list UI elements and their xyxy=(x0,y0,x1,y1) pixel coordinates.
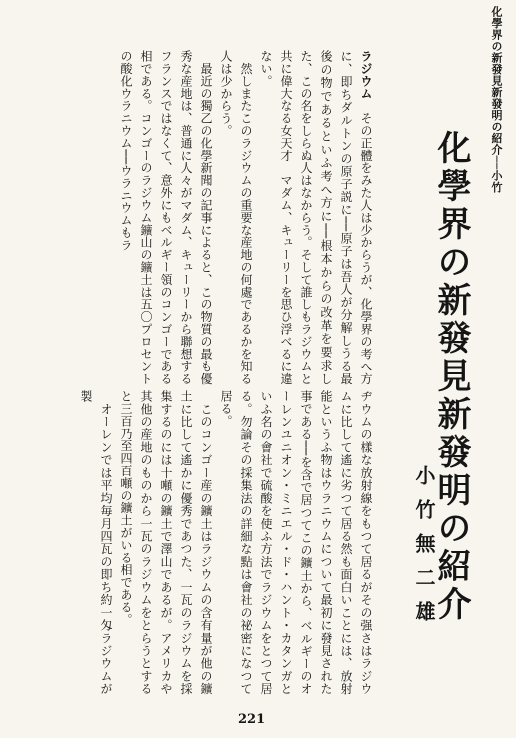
article-title: 化學界の新發見新發明の紹介 xyxy=(431,130,471,624)
author-name: 小竹無二雄 xyxy=(412,465,436,635)
page-number: 221 xyxy=(238,712,266,727)
paragraph: 最近の獨乙の化學新聞の記事によると、この物質の最も優秀な産地は、普通に人々がマダム、キューリーから聯想するフランスではなくて、意外にもベルギー領のコンゴーである相である。コンゴーのラジウム鑛山の鑛土は五〇プロセントの酸化ウラニウム──ウラニウムもラ xyxy=(119,50,213,385)
paragraph: このコンゴー産の鑛土はラジウムの含有量が他の鑛土に比して遙かに優秀であつた、一瓦のラジウムを採集するのには十噸の鑛土で澤山であるが。アメリカや其他の産地のものから一瓦のラジウムをとらうとすると三百乃至四百噸の鑛土がいる相である。 xyxy=(119,390,213,695)
keyword-radium: ラジウム xyxy=(359,50,373,100)
paragraph: オーレンでは平均毎月四瓦の即ち約一匁ラジウムが製 xyxy=(79,390,113,695)
body-text-lower xyxy=(46,390,376,695)
body-text-upper xyxy=(46,50,376,385)
paragraph: ヂウムの樣な放射線をもつて居るがその强さはラジウムに比して遙に劣つて居る然も面白いことには、放射能というふ物はウラニウムについて最初に發見された事である──を含で居つてこの鑛土から、ベルギーのオーレンユニオン・ミニエル・ド・ハント・カタンガといふ名の會社で硫酸を使ふ方法でラジウムをとつて居る。勿論その採集法の詳細な點は會社の祕密になつて居る。 xyxy=(219,390,373,695)
running-header: 化學界の新發見新發明の紹介──小竹 xyxy=(490,6,503,193)
paragraph: 然しまたこのラジウムの重要な産地の何處であるかを知る人は少からう。 xyxy=(219,50,253,385)
paragraph xyxy=(256,50,376,385)
paragraph-text: その正體をみた人は少からうが、化學界の考へ方に、即ちダルトンの原子説に──原子は吾人が分解しうる最後の物であるといふ考へ方に──根本からの改革を要求した、この名をしらぬ人はなからう。そして誰しもラジウムと共に偉大なる女天才 マダム、キューリーを思ひ浮べるに違ない。 xyxy=(259,50,373,385)
